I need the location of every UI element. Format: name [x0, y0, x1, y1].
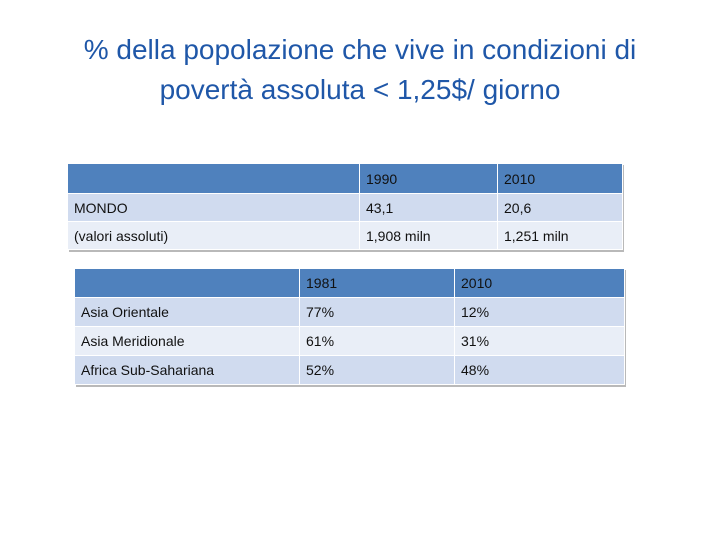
- title-line-2: povertà assoluta < 1,25$/ giorno: [159, 74, 561, 105]
- row-label: Asia Meridionale: [75, 327, 300, 356]
- header-cell: [75, 269, 300, 298]
- table-row: [68, 194, 623, 222]
- table-row: [75, 327, 625, 356]
- cell-value: 61%: [300, 327, 455, 356]
- table-row: [75, 356, 625, 385]
- row-label: Asia Orientale: [75, 298, 300, 327]
- world-poverty-table: [67, 163, 623, 250]
- header-cell: 2010: [455, 269, 625, 298]
- table-header-row: [75, 269, 625, 298]
- title-line-1: % della popolazione che vive in condizioni di: [83, 34, 637, 65]
- cell-value: 48%: [455, 356, 625, 385]
- table-row: [75, 298, 625, 327]
- cell-value: 43,1: [360, 194, 498, 222]
- cell-value: 52%: [300, 356, 455, 385]
- row-label: Africa Sub-Sahariana: [75, 356, 300, 385]
- cell-value: 1,908 miln: [360, 222, 498, 250]
- cell-value: 12%: [455, 298, 625, 327]
- header-cell: 2010: [498, 164, 623, 194]
- header-cell: 1981: [300, 269, 455, 298]
- cell-value: 20,6: [498, 194, 623, 222]
- cell-value: 77%: [300, 298, 455, 327]
- row-label: MONDO: [68, 194, 360, 222]
- cell-value: 31%: [455, 327, 625, 356]
- slide-title: [0, 30, 720, 110]
- cell-value: 1,251 miln: [498, 222, 623, 250]
- table-header-row: [68, 164, 623, 194]
- regional-poverty-table: [74, 268, 625, 385]
- header-cell: [68, 164, 360, 194]
- table-row: [68, 222, 623, 250]
- header-cell: 1990: [360, 164, 498, 194]
- row-label: (valori assoluti): [68, 222, 360, 250]
